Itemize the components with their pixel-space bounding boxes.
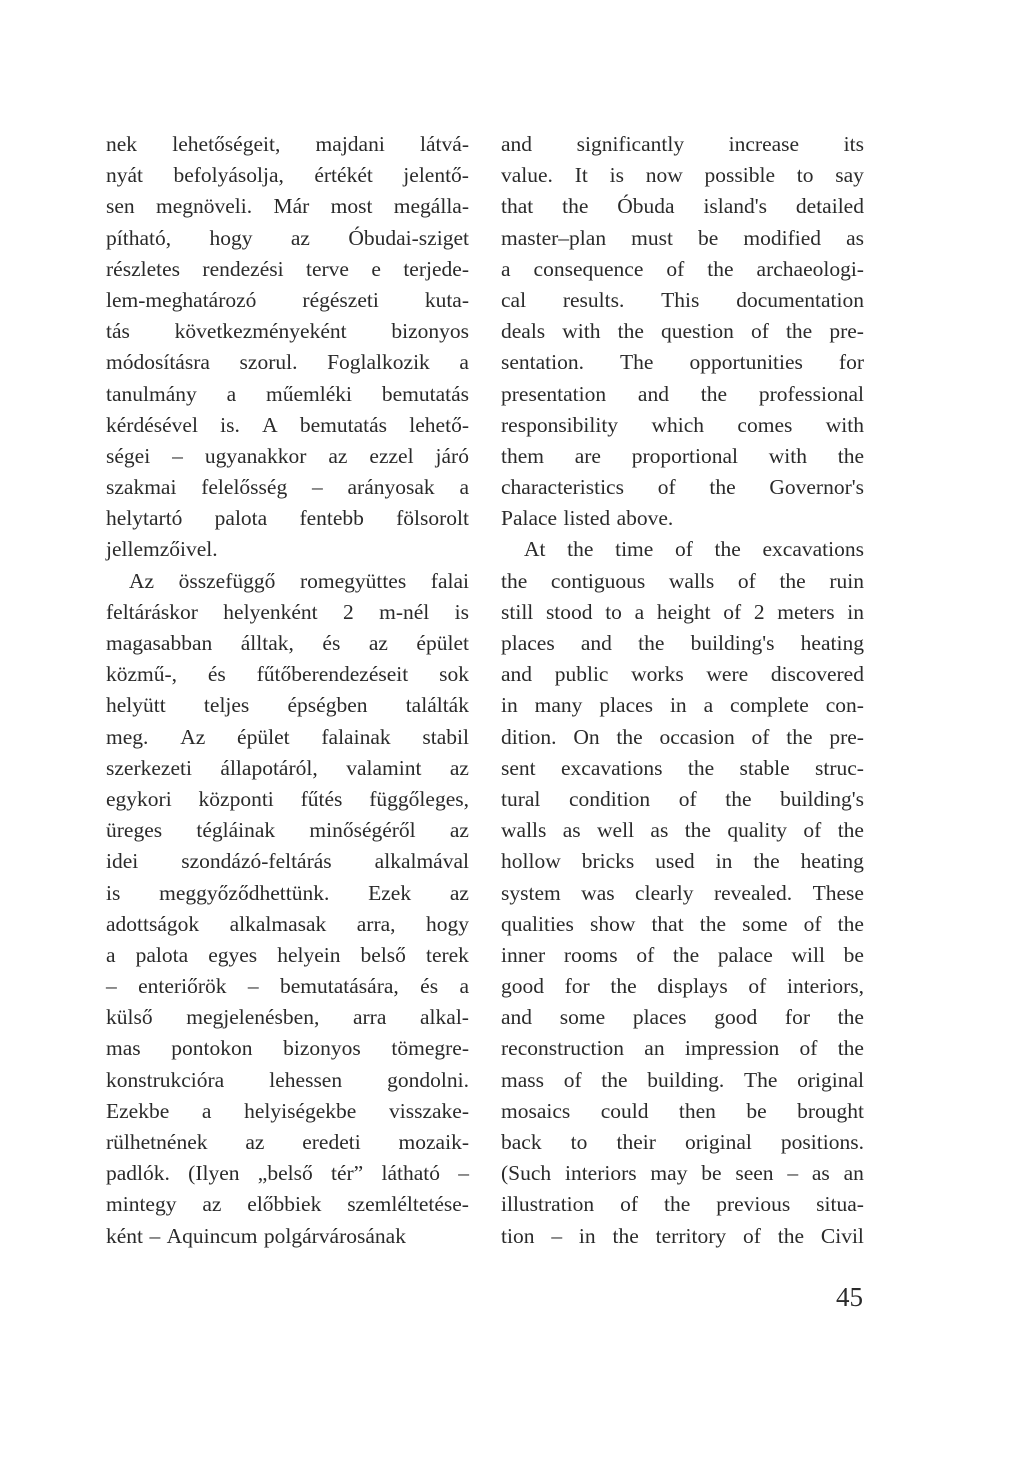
text-line: üreges tégláinak minőségéről az (106, 818, 469, 843)
text-line: tion – in the territory of the Civil (501, 1223, 864, 1248)
text-line: helytartó palota fentebb fölsorolt (106, 506, 469, 531)
text-line: – enteriőrök – bemutatására, és a (106, 974, 469, 999)
text-line: illustration of the previous situa- (501, 1192, 864, 1217)
text-line: jellemzőivel. (106, 537, 218, 562)
text-line: still stood to a height of 2 meters in (501, 599, 864, 624)
text-line: lem-meghatározó régészeti kuta- (106, 287, 469, 312)
english-text-column (501, 129, 864, 1252)
text-line: deals with the question of the pre- (501, 319, 864, 344)
text-line: tural condition of the building's (501, 786, 864, 811)
text-line: and significantly increase its (501, 132, 864, 156)
text-line: sentation. The opportunities for (501, 350, 864, 375)
text-line: characteristics of the Governor's (501, 475, 864, 500)
text-line: külső megjelenésben, arra alkal- (106, 1005, 469, 1030)
text-line: részletes rendezési terve e terjede- (106, 256, 469, 281)
text-line: kérdésével is. A bemutatás lehető- (106, 412, 469, 437)
text-line: idei szondázó-feltárás alkalmával (106, 849, 469, 874)
text-line: magasabban álltak, és az épület (106, 631, 469, 655)
text-line: value. It is now possible to say (501, 163, 864, 188)
text-line: the contiguous walls of the ruin (501, 568, 864, 593)
text-line: Palace listed above. (501, 506, 674, 531)
text-line: nek lehetőségeit, majdani látvá- (106, 132, 469, 156)
text-line: közmű-, és fűtőberendezéseit sok (106, 662, 469, 687)
text-line: Ezekbe a helyiségekbe visszake- (106, 1098, 469, 1123)
text-line: mosaics could then be brought (501, 1098, 864, 1123)
text-line: places and the building's heating (501, 631, 864, 655)
text-line: ségei – ugyanakkor az ezzel járó (106, 443, 469, 468)
text-line: feltáráskor helyenként 2 m-nél is (106, 599, 469, 624)
text-line: rülhetnének az eredeti mozaik- (106, 1130, 469, 1154)
text-line: and public works were discovered (501, 662, 864, 687)
text-line: presentation and the professional (501, 381, 864, 406)
text-line: módosításra szorul. Foglalkozik a (106, 350, 469, 375)
text-line: adottságok alkalmasak arra, hogy (106, 911, 469, 936)
text-line: system was clearly revealed. These (501, 880, 864, 905)
text-line: (Such interiors may be seen – as an (501, 1161, 864, 1186)
text-line: walls as well as the quality of the (501, 818, 864, 843)
text-line: good for the displays of interiors, (501, 974, 864, 999)
text-line: a consequence of the archaeologi- (501, 256, 864, 281)
text-line: master–plan must be modified as (501, 225, 864, 250)
text-line: tanulmány a műemléki bemutatás (106, 381, 469, 406)
page-number: 45 (836, 1282, 863, 1312)
text-line: hollow bricks used in the heating (501, 849, 864, 874)
text-line: szakmai felelősség – arányosak a (106, 475, 469, 500)
text-line: sen megnöveli. Már most megálla- (106, 194, 469, 219)
text-line: helyütt teljes épségben találták (106, 693, 469, 718)
text-line: meg. Az épület falainak stabil (106, 724, 469, 749)
text-line: that the Óbuda island's detailed (501, 194, 864, 219)
text-line: qualities show that the some of the (501, 911, 864, 936)
text-line: is meggyőződhettünk. Ezek az (106, 880, 469, 905)
text-line: cal results. This documentation (501, 287, 864, 312)
text-line: them are proportional with the (501, 443, 864, 468)
text-line: pítható, hogy az Óbudai-sziget (106, 225, 469, 250)
text-line: padlók. (Ilyen „belső tér” látható – (106, 1161, 469, 1186)
text-line: ként – Aquincum polgárvárosának (106, 1223, 406, 1248)
hungarian-text-column (106, 129, 469, 1252)
text-line: szerkezeti állapotáról, valamint az (106, 755, 469, 780)
text-line: mas pontokon bizonyos tömegre- (106, 1036, 469, 1061)
text-line: tás következményeként bizonyos (106, 319, 469, 344)
text-line: back to their original positions. (501, 1130, 864, 1154)
text-line: egykori központi fűtés függőleges, (106, 786, 469, 811)
text-line: in many places in a complete con- (501, 693, 864, 718)
text-line: inner rooms of the palace will be (501, 942, 864, 967)
text-line: At the time of the excavations (524, 537, 864, 562)
text-line: Az összefüggő romegyüttes falai (129, 568, 469, 593)
text-line: a palota egyes helyein belső terek (106, 942, 469, 967)
text-line: mass of the building. The original (501, 1067, 864, 1092)
text-line: konstrukcióra lehessen gondolni. (106, 1067, 469, 1092)
text-line: mintegy az előbbiek szemléltetése- (106, 1192, 469, 1217)
text-line: sent excavations the stable struc- (501, 755, 864, 780)
text-line: dition. On the occasion of the pre- (501, 724, 864, 749)
text-line: nyát befolyásolja, értékét jelentő- (106, 163, 469, 188)
text-line: reconstruction an impression of the (501, 1036, 864, 1061)
text-line: and some places good for the (501, 1005, 864, 1030)
text-line: responsibility which comes with (501, 412, 864, 437)
